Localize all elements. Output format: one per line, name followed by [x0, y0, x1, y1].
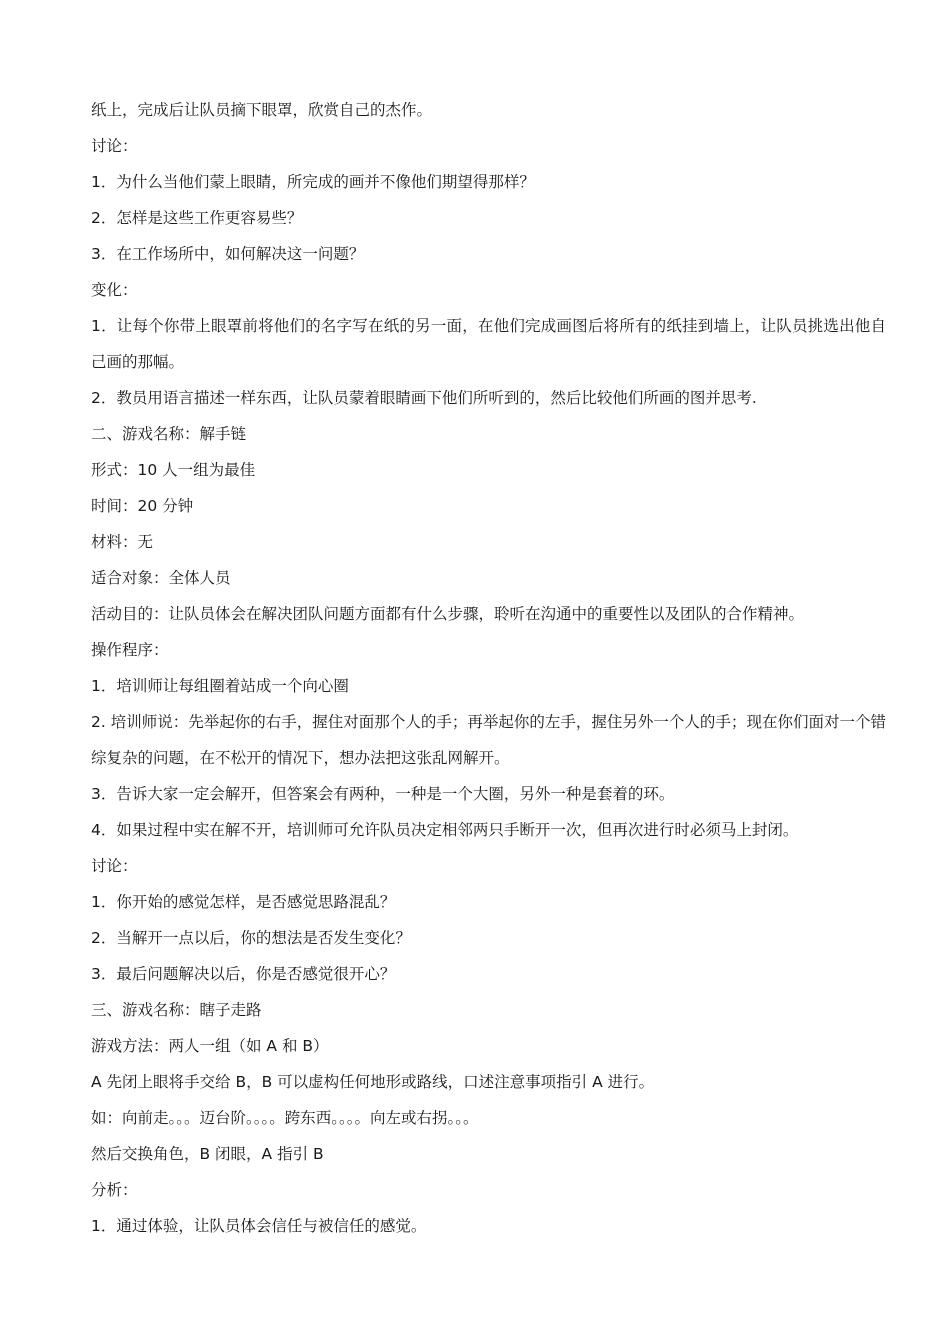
list-item: 1．培训师让每组圈着站成一个向心圈 — [91, 677, 349, 695]
list-item: 4．如果过程中实在解不开，培训师可允许队员决定相邻两只手断开一次，但再次进行时必须马上封闭。 — [91, 821, 799, 839]
paragraph: 适合对象：全体人员 — [91, 569, 231, 587]
list-item: 2．教员用语言描述一样东西，让队员蒙着眼睛画下他们所听到的，然后比较他们所画的图并思考. — [91, 389, 757, 407]
document-page — [91, 92, 886, 1244]
list-item: 3．最后问题解决以后，你是否感觉很开心？ — [91, 965, 396, 983]
paragraph: 材料：无 — [91, 533, 154, 551]
list-item: 2．当解开一点以后，你的想法是否发生变化？ — [91, 929, 411, 947]
paragraph: 然后交换角色，B 闭眼，A 指引 B — [91, 1145, 324, 1163]
paragraph: 形式：10 人一组为最佳 — [91, 461, 256, 479]
list-item: 1．为什么当他们蒙上眼睛，所完成的画并不像他们期望得那样？ — [91, 173, 535, 191]
paragraph: 时间：20 分钟 — [91, 497, 194, 515]
paragraph: A 先闭上眼将手交给 B，B 可以虚构任何地形或路线，口述注意事项指引 A 进行。 — [91, 1073, 655, 1091]
game-title: 三、游戏名称：瞎子走路 — [91, 1001, 262, 1019]
list-item: 1．让每个你带上眼罩前将他们的名字写在纸的另一面，在他们完成画图后将所有的纸挂到墙上，让队员挑选出他自己画的那幅。 — [91, 317, 886, 371]
paragraph: 如：向前走。。。迈台阶。。。。跨东西。。。。向左或右拐。。。 — [91, 1109, 479, 1127]
paragraph: 纸上，完成后让队员摘下眼罩，欣赏自己的杰作。 — [91, 101, 433, 119]
list-item: 1．你开始的感觉怎样，是否感觉思路混乱？ — [91, 893, 396, 911]
list-item: 3．告诉大家一定会解开，但答案会有两种，一种是一个大圈，另外一种是套着的环。 — [91, 785, 675, 803]
section-heading: 讨论： — [91, 857, 138, 875]
list-item: 3．在工作场所中，如何解决这一问题？ — [91, 245, 365, 263]
section-heading: 讨论： — [91, 137, 138, 155]
paragraph: 活动目的：让队员体会在解决团队问题方面都有什么步骤，聆听在沟通中的重要性以及团队的合作精神。 — [91, 605, 805, 623]
list-item: 2．怎样是这些工作更容易些？ — [91, 209, 303, 227]
game-title: 二、游戏名称：解手链 — [91, 425, 247, 443]
section-heading: 变化： — [91, 281, 138, 299]
section-heading: 分析： — [91, 1181, 138, 1199]
paragraph: 游戏方法：两人一组（如 A 和 B） — [91, 1037, 329, 1055]
section-heading: 操作程序： — [91, 641, 169, 659]
list-item: 2. 培训师说：先举起你的右手，握住对面那个人的手；再举起你的左手，握住另外一个人的手；现在你们面对一个错综复杂的问题，在不松开的情况下，想办法把这张乱网解开。 — [91, 713, 886, 767]
list-item: 1．通过体验，让队员体会信任与被信任的感觉。 — [91, 1217, 427, 1235]
